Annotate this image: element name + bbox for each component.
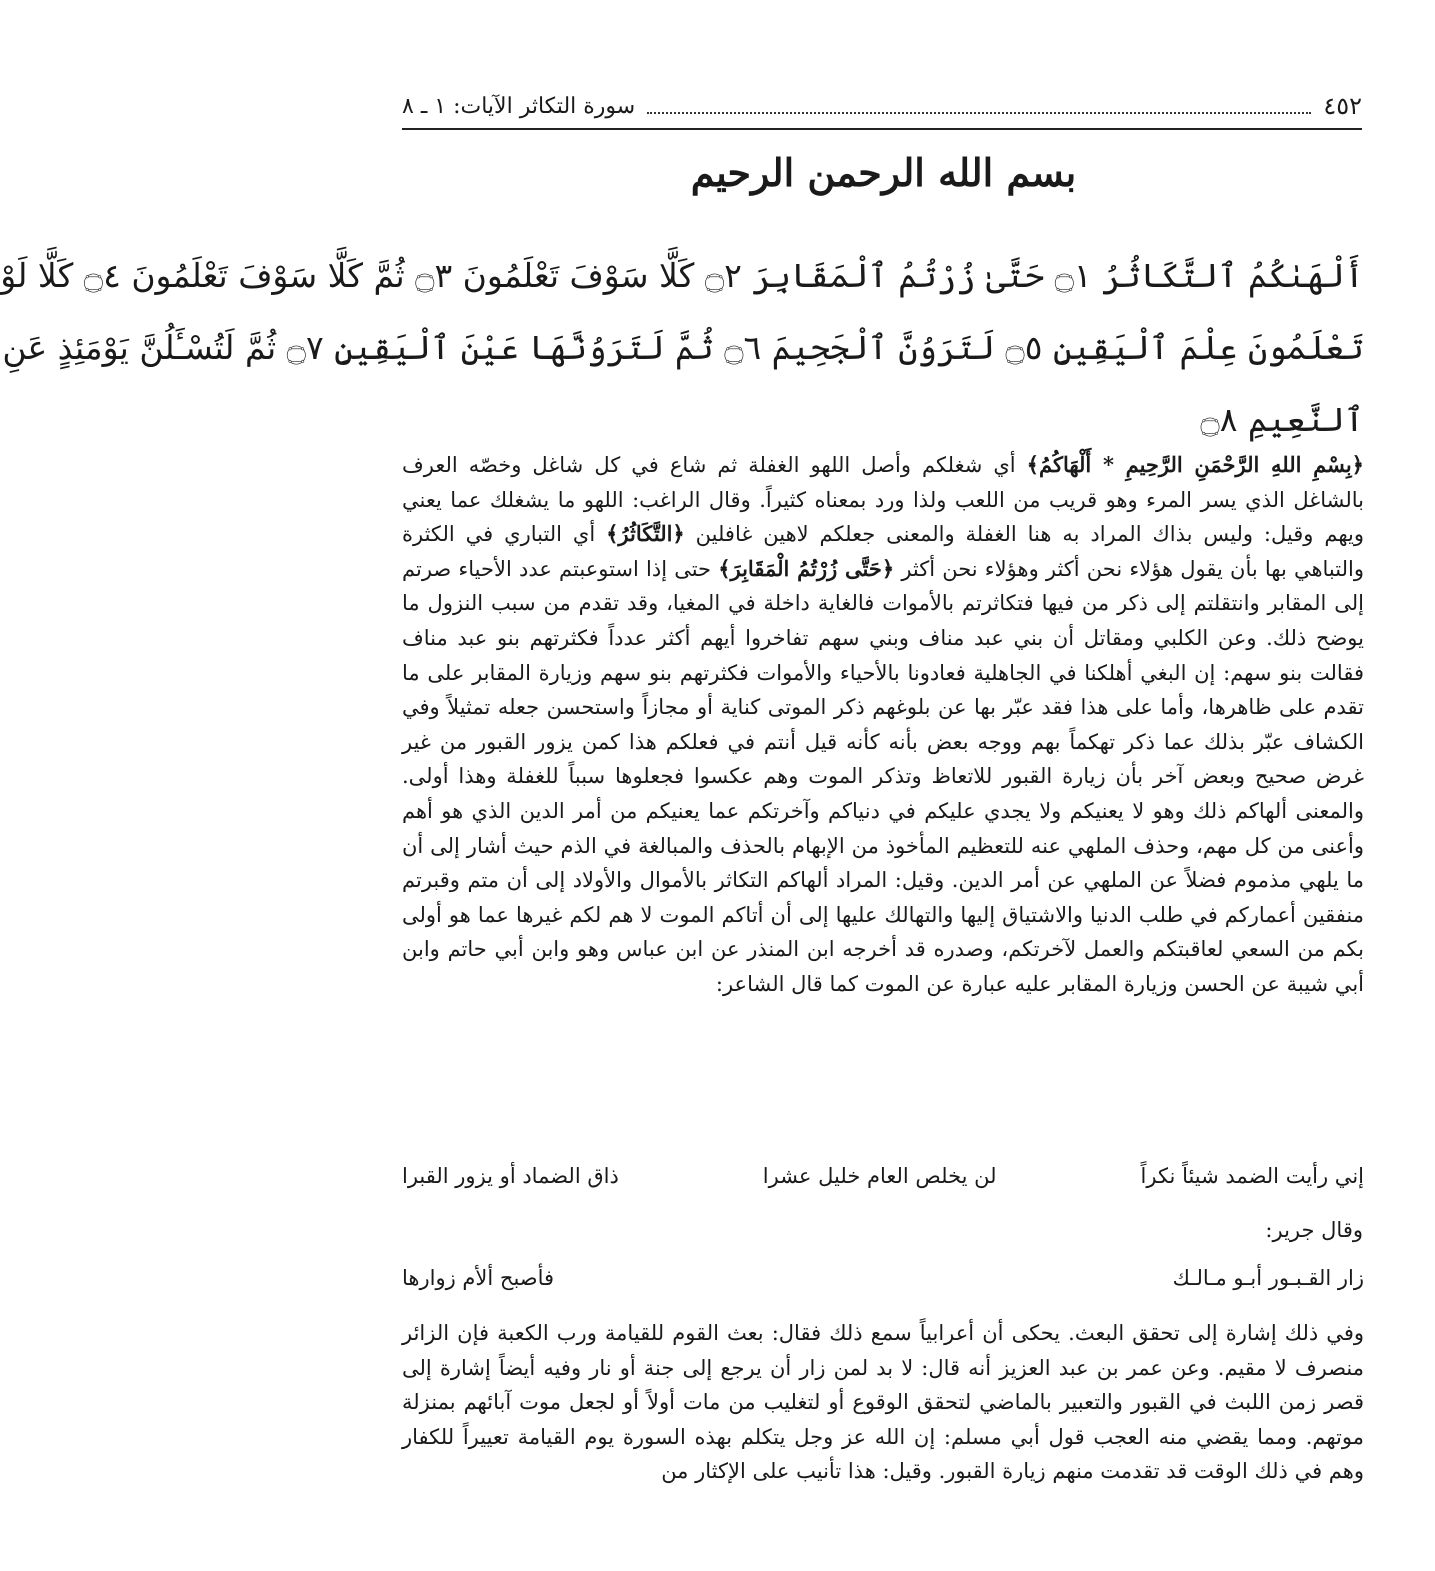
commentary-paragraph-2 — [402, 1316, 1364, 1489]
page-number: ٤٥٢ — [1323, 92, 1362, 120]
verse1-hemistich-2: لن يخلص العام خليل عشرا — [762, 1164, 997, 1188]
quran-text-block — [0, 240, 1364, 456]
verse1-hemistich-3: ذاق الضماد أو يزور القبرا — [402, 1164, 619, 1188]
poetry-verse-1 — [402, 1164, 1364, 1188]
verse2-hemistich-1: زار القـبـور أبـو مـالـك — [1172, 1266, 1364, 1290]
quran-line-1: أَلْهَىٰكُمُ ٱلتَّكَاثُرُ ۝١ حَتَّىٰ زُرْتُمُ ٱلْمَقَابِرَ ۝٢ كَلَّا سَوْفَ تَعْلَمُونَ ۝٣ ثُمَّ كَلَّا سَوْفَ تَعْلَمُونَ ۝٤ كَلَّا لَوْ — [0, 256, 1364, 295]
quoted-verse-takathur: ﴿التَّكَاثُرُ﴾ — [606, 521, 685, 547]
poetry-verse-2 — [402, 1266, 1364, 1290]
commentary-paragraph — [402, 448, 1364, 1002]
running-title: سورة التكاثر الآيات: ١ ـ ٨ — [402, 93, 636, 119]
commentary-part-b: أي التباري في الكثرة والتباهي بها بأن يقول هؤلاء نحن أكثر وهؤلاء نحن أكثر — [402, 522, 1364, 581]
quoted-verse-opening: ﴿بِسْمِ اللهِ الرَّحْمَنِ الرَّحِيمِ * أَلْهَاكُمُ﴾ — [1026, 452, 1364, 477]
quoted-verse-maqabir: ﴿حَتَّى زُرْتُمُ الْمَقَابِرَ﴾ — [718, 555, 895, 581]
verse1-hemistich-1: إني رأيت الضمد شيئاً نكراً — [1140, 1164, 1364, 1188]
header-rule — [402, 128, 1362, 130]
poet-attribution: وقال جرير: — [1265, 1218, 1363, 1242]
quran-line-2: تَعْلَمُونَ عِلْمَ ٱلْيَقِينِ ۝٥ لَتَرَوُنَّ ٱلْجَحِيمَ ۝٦ ثُمَّ لَتَرَوُنَّهَا عَيْنَ ٱلْيَقِينِ ۝٧ ثُمَّ لَتُسْـَٔلُنَّ يَوْمَئِذٍ عَنِ — [2, 328, 1364, 367]
basmala-heading: بسم الله الرحمن الرحيم — [690, 150, 1077, 195]
quran-line-3: ٱلنَّعِيمِ ۝٨ — [1200, 400, 1364, 439]
commentary-text — [402, 448, 1364, 1002]
page-header — [402, 86, 1362, 126]
commentary-part-a: أي شغلكم وأصل اللهو الغفلة ثم شاع في كل شاغل وخصّه العرف بالشاغل الذي يسر المرء وهو قريب من اللعب ولذا ورد بمعناه كثيراً. وقال الراغب: اللهو ما يشغلك عما يعني ويهم وقيل: وليس بذاك المراد به هنا الغفلة والمعنى جعلكم لاهين غافلين — [402, 453, 1364, 547]
header-dot-leader — [647, 98, 1311, 114]
commentary2-text: وفي ذلك إشارة إلى تحقق البعث. يحكى أن أعرابياً سمع ذلك فقال: بعث القوم للقيامة ورب الكعبة فإن الزائر منصرف لا مقيم. وعن عمر بن عبد العزيز أنه قال: لا بد لمن زار أن يرجع إلى جنة أو نار وفيه أيضاً إشارة إلى قصر زمن اللبث في القبور والتعبير بالماضي لتحقق الوقوع أو لتغليب من مات أولاً أو لجعل موت آبائهم بمنزلة موتهم. ومما يقضي منه العجب قول أبي مسلم: إن الله عز وجل يتكلم بهذه السورة يوم القيامة تعييراً للكفار وهم في ذلك الوقت قد تقدمت منهم زيارة القبور. وقيل: هذا تأنيب على الإكثار من — [402, 1321, 1365, 1484]
verse2-hemistich-2: فأصبح ألأم زوارها — [402, 1266, 555, 1290]
commentary-part-c: حتى إذا استوعبتم عدد الأحياء صرتم إلى المقابر وانتقلتم إلى ذكر من فيها فتكاثرتم بالأموات فالغاية داخلة في المغيا، وقد تقدم من سبب النزول ما يوضح ذلك. وعن الكلبي ومقاتل أن بني عبد مناف وبني سهم تفاخروا أيهم أكثر عدداً فكثرتهم بنو عبد مناف فقالت بنو سهم: إن البغي أهلكنا في الجاهلية فعادونا بالأحياء والأموات فكثرتهم بنو سهم وزيارة المقابر على ما تقدم على ظاهرها، وأما على هذا فقد عبّر بها عن بلوغهم ذكر الموتى كناية أو مجازاً واستحسن جعله تمثيلاً وفي الكشاف عبّر بذلك عما ذكر تهكماً بهم ووجه بعض بأنه كأنه قيل أنتم في فعلكم هذا كمن يزور القبور من غير غرض صحيح وبعض آخر بأن زيارة القبور للاتعاظ وتذكر الموت وهم عكسوا فجعلوها سبباً للغفلة وهذا أولى. والمعنى ألهاكم ذلك وهو لا يعنيكم ولا يجدي عليكم في دنياكم وآخرتكم عما يعنيكم من أمر الدين الذي هو أهم وأعنى من كل مهم، وحذف الملهي عنه للتعظيم المأخوذ من الإبهام بالحذف والمبالغة في الذم حيث أشار إلى أن ما يلهي مذموم فضلاً عن الملهي عن أمر الدين. وقيل: المراد ألهاكم التكاثر بالأموال والأولاد إلى أن متم وقبرتم منفقين أعماركم في طلب الدنيا والاشتياق إليها والتهالك عليها إلى أن أتاكم الموت لا هم لكم غيرها عما هو أولى بكم من السعي لعاقبتكم والعمل لآخرتكم، وصدره قد أخرجه ابن المنذر عن ابن عباس وهو وابن أبي حاتم وابن أبي شيبة عن الحسن وزيارة المقابر عليه عبارة عن الموت كما قال الشاعر: — [402, 556, 1364, 996]
